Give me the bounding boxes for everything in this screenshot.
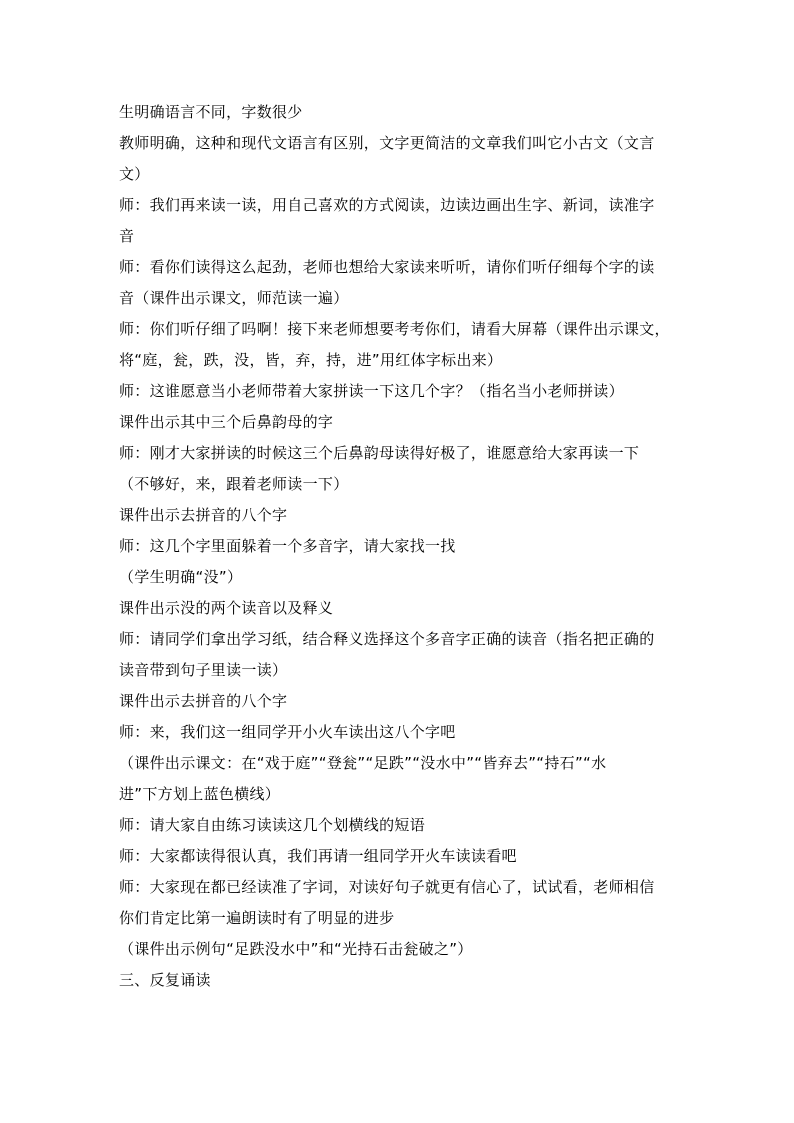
text-line: 课件出示去拼音的八个字 xyxy=(119,692,288,710)
text-line: 课件出示没的两个读音以及释义 xyxy=(119,599,334,617)
text-line: （课件出示例句“足跌没水中”和“光持石击瓮破之”） xyxy=(119,940,473,958)
text-line: 课件出示去拼音的八个字 xyxy=(119,506,288,524)
text-line: 生明确语言不同，字数很少 xyxy=(119,103,303,121)
text-line: 文） xyxy=(119,165,150,183)
text-line: 师：你们听仔细了吗啊！接下来老师想要考考你们，请看大屏幕（课件出示课文， xyxy=(119,320,670,338)
text-line: 读音带到句子里读一读） xyxy=(119,661,288,679)
text-line: 音 xyxy=(119,227,135,245)
text-line: （不够好，来，跟着老师读一下） xyxy=(119,475,349,493)
text-line: 师：我们再来读一读，用自己喜欢的方式阅读，边读边画出生字、新词，读准字 xyxy=(119,196,655,214)
document-body xyxy=(119,97,679,996)
text-line: 师：刚才大家拼读的时候这三个后鼻韵母读得好极了，谁愿意给大家再读一下 xyxy=(119,444,640,462)
text-line: 师：大家现在都已经读准了字词，对读好句子就更有信心了，试试看，老师相信 xyxy=(119,878,655,896)
text-line: 教师明确，这种和现代文语言有区别，文字更简洁的文章我们叫它小古文（文言 xyxy=(119,134,655,152)
text-line: （课件出示课文：在“戏于庭”“登瓮”“足跌”“没水中”“皆弃去”“持石”“水 xyxy=(119,754,607,772)
text-line: 师：这谁愿意当小老师带着大家拼读一下这几个字？（指名当小老师拼读） xyxy=(119,382,624,400)
text-line: 师：来，我们这一组同学开小火车读出这八个字吧 xyxy=(119,723,456,741)
text-line: 师：大家都读得很认真，我们再请一组同学开火车读读看吧 xyxy=(119,847,517,865)
text-line: 课件出示其中三个后鼻韵母的字 xyxy=(119,413,334,431)
section-heading: 三、反复诵读 xyxy=(119,971,211,989)
text-line: 进”下方划上蓝色横线） xyxy=(119,785,281,803)
text-line: 师：看你们读得这么起劲，老师也想给大家读来听听，请你们听仔细每个字的读 xyxy=(119,258,655,276)
text-line: 师：请同学们拿出学习纸，结合释义选择这个多音字正确的读音（指名把正确的 xyxy=(119,630,655,648)
text-line: 师：这几个字里面躲着一个多音字，请大家找一找 xyxy=(119,537,456,555)
text-line: 师：请大家自由练习读读这几个划横线的短语 xyxy=(119,816,426,834)
text-line: 将“庭，瓮，跌，没，皆，弃，持，进”用红体字标出来） xyxy=(119,351,503,369)
text-line: （学生明确“没”） xyxy=(119,568,243,586)
text-line: 你们肯定比第一遍朗读时有了明显的进步 xyxy=(119,909,395,927)
text-line: 音（课件出示课文，师范读一遍） xyxy=(119,289,349,307)
